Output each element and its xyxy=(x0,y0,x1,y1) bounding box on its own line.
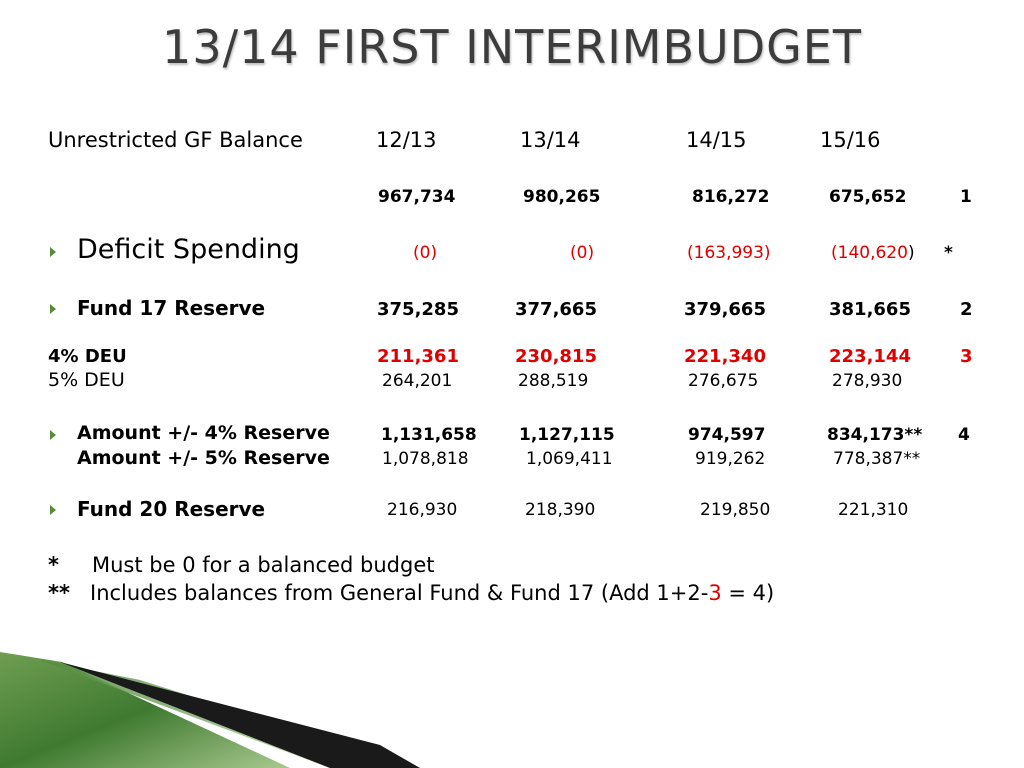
fund20-12-13: 216,930 xyxy=(387,500,458,520)
amt4-14-15: 974,597 xyxy=(688,425,766,445)
footnote2-text: Includes balances from General Fund & Fund 17 (Add 1+2- xyxy=(90,581,709,605)
header-label: Unrestricted GF Balance xyxy=(48,128,303,152)
deu4-ref: 3 xyxy=(960,346,973,367)
deu5-12-13: 264,201 xyxy=(382,371,453,391)
deu4-12-13: 211,361 xyxy=(377,346,459,367)
footnote2-end: = 4) xyxy=(721,581,775,605)
deficit-14-15: (163,993) xyxy=(687,243,771,263)
amt4-ref: 4 xyxy=(958,425,970,445)
amt5-13-14: 1,069,411 xyxy=(526,449,613,469)
fund17-label: Fund 17 Reserve xyxy=(77,296,266,320)
amt5-15-16: 778,387** xyxy=(833,449,921,469)
amt4-13-14: 1,127,115 xyxy=(519,425,615,445)
fund20-13-14: 218,390 xyxy=(525,500,596,520)
deficit-label: Deficit Spending xyxy=(77,234,300,265)
year-13-14: 13/14 xyxy=(520,128,581,152)
fund20-14-15: 219,850 xyxy=(700,500,771,520)
fund20-15-16: 221,310 xyxy=(838,500,909,520)
balance-ref: 1 xyxy=(960,187,972,207)
deficit-12-13: (0) xyxy=(413,243,438,263)
fund20-label: Fund 20 Reserve xyxy=(77,497,266,521)
year-12-13: 12/13 xyxy=(376,128,437,152)
year-14-15: 14/15 xyxy=(686,128,747,152)
wedge-green xyxy=(0,652,290,768)
amt4-12-13: 1,131,658 xyxy=(381,425,477,445)
deficit-close-paren: ) xyxy=(907,243,915,263)
balance-13-14: 980,265 xyxy=(523,187,601,207)
amt4-15-16: 834,173** xyxy=(827,425,923,445)
amt5-14-15: 919,262 xyxy=(695,449,766,469)
slide-title: 13/14 FIRST INTERIMBUDGET xyxy=(162,20,862,74)
fund17-14-15: 379,665 xyxy=(684,299,766,320)
fund17-15-16: 381,665 xyxy=(829,299,911,320)
deficit-15-16: (140,620 xyxy=(831,243,908,263)
amt5-label: Amount +/- 5% Reserve xyxy=(77,447,330,469)
fund17-ref: 2 xyxy=(960,299,973,320)
balance-15-16: 675,652 xyxy=(829,187,907,207)
deu4-label: 4% DEU xyxy=(48,346,127,367)
balance-14-15: 816,272 xyxy=(692,187,770,207)
fund17-12-13: 375,285 xyxy=(377,299,459,320)
deficit-star: * xyxy=(944,243,953,263)
footnote2-mark: ** xyxy=(48,581,70,605)
footnote2-red: 3 xyxy=(708,581,722,605)
deu4-14-15: 221,340 xyxy=(684,346,766,367)
deu5-15-16: 278,930 xyxy=(832,371,903,391)
year-15-16: 15/16 xyxy=(820,128,881,152)
balance-12-13: 967,734 xyxy=(378,187,456,207)
fund17-13-14: 377,665 xyxy=(515,299,597,320)
amt5-12-13: 1,078,818 xyxy=(382,449,469,469)
deu5-label: 5% DEU xyxy=(48,369,125,391)
deficit-13-14: (0) xyxy=(570,243,595,263)
footnote1-mark: * xyxy=(48,553,59,577)
deu5-13-14: 288,519 xyxy=(518,371,589,391)
deu4-13-14: 230,815 xyxy=(515,346,597,367)
footnote1-text: Must be 0 for a balanced budget xyxy=(92,553,435,577)
deu5-14-15: 276,675 xyxy=(688,371,759,391)
deu4-15-16: 223,144 xyxy=(829,346,911,367)
amt4-label: Amount +/- 4% Reserve xyxy=(77,422,330,444)
